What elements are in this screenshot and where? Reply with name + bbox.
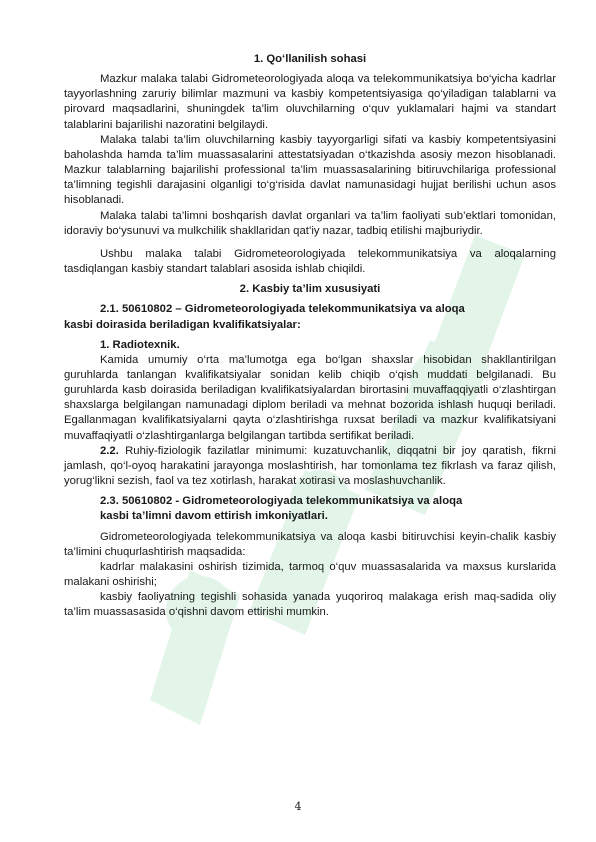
qualification-text: Kamida umumiy o‘rta ma’lumotga ega bo‘lgan shaxslar hisobidan shakllantirilgan guruhlarda tanlangan kvalifikatsiyalar sonidan kelib chiqib o‘qish muddati belgilanadi. Bu guruhlarda kasb doirasida beriladigan kvalifikatsiyalardan birortasini muvaffaqqiyatli o‘zlashtirgan shaxslarga belgilangan namunadagi diplom beriladi va mehnat bozorida ishlash huquqi beriladi. Egallanmagan kvalifikatsiyalarni qayta o‘zlashtirishga ruxsat beriladi va mazkur kvalifikatsiyani muvaffaqiyatli o‘zlashtirganlarga belgilangan tartibda sertifikat beriladi. — [64, 353, 556, 442]
document-page — [64, 52, 556, 620]
paragraph-basis: Ushbu malaka talabi Gidrometeorologiyada telekommunikatsiya va aloqalarning tasdiqlangan kasbiy standart talablari asosida ishlab chiqildi. — [64, 247, 556, 276]
subsection-2-2-text: Ruhiy-fiziologik fazilatlar minimumi: kuzatuvchanlik, diqqatni bir joy qaratish, fikrni jamlash, qo‘l-oyoq harakatini jarayonga moslashtirish, har tomonlama tez fikrlash va faraz qilish, yorug‘likni sezish, faol va tez xotirlash, harakat xotirasi va moslashuvchanlik. — [64, 444, 556, 488]
qualification-title: 1. Radiotexnik. — [100, 338, 180, 351]
section-2-title: 2. Kasbiy ta’lim xususiyati — [239, 283, 381, 296]
page-number: 4 — [294, 800, 302, 813]
subsection-2-3-line1: 2.3. 50610802 - Gidrometeorologiyada telekommunikatsiya va aloqa — [100, 495, 463, 508]
subsection-2-1-line2: kasbi doirasida beriladigan kvalifikatsiyalar: — [64, 318, 301, 331]
subsection-2-2 — [64, 444, 556, 489]
subsection-2-3-line2: kasbi ta’limni davom ettirish imkoniyatlari. — [100, 510, 328, 523]
subsection-2-3-heading — [64, 494, 556, 524]
subsection-2-2-label: 2.2. — [100, 444, 119, 457]
paragraph-option-1: kadrlar malakasini oshirish tizimida, tarmoq o‘quv muassasalarida va maxsus kurslarida malakani oshirishi; — [64, 560, 556, 588]
paragraph-scope: Mazkur malaka talabi Gidrometeorologiyada aloqa va telekommunikatsiya bo‘yicha kadrlar tayyorlashning zaruriy bilimlar mazmuni va kasbiy kompetentsiyasiga qo‘yiladigan talablarni va pirovard maqsadlarini, shuningdek ta’lim oluvchilarning o‘quv yuklamalari hajmi va standart talablarini bajarilishi nazoratini belgilaydi. — [64, 73, 556, 131]
paragraph-assessment: Malaka talabi ta’lim oluvchilarning kasbiy tayyorgarligi sifati va kasbiy kompetentsiyasini baholashda hamda ta’lim muassasalarini attestatsiyadan o‘tkazishda asosiy mezon hisoblanadi. Mazkur talablarning bajarilishi professional ta’lim muassasalarining bitiruvchilariga professional ta’limning tegishli darajasini olganligi to‘g‘risida davlat namunasidagi hujjat berilishi uchun asos hisoblanadi. — [64, 133, 556, 207]
subsection-2-1-heading — [64, 302, 556, 332]
subsection-2-1-line1: 2.1. 50610802 – Gidrometeorologiyada telekommunikatsiya va aloqa — [100, 303, 465, 316]
paragraph-option-2: kasbiy faoliyatning tegishli sohasida yanada yuqoriroq malakaga erish maq-sadida oliy ta’lim muassasasida o‘qishni davom ettirishi mumkin. — [64, 591, 556, 619]
section-1-title: 1. Qo‘llanilish sohasi — [253, 53, 367, 65]
paragraph-mandatory: Malaka talabi ta’limni boshqarish davlat organlari va ta’lim faoliyati sub’ektlari tomonidan, idoraviy bo‘ysunuvi va mulkchilik shakllaridan qat’iy nazar, tadbiq etilishi majburiydir. — [64, 209, 556, 237]
paragraph-continuation: Gidrometeorologiyada telekommunikatsiya va aloqa kasbi bitiruvchisi keyin-chalik kasbiy ta’limini chuqurlashtirish maqsadida: — [64, 530, 556, 558]
